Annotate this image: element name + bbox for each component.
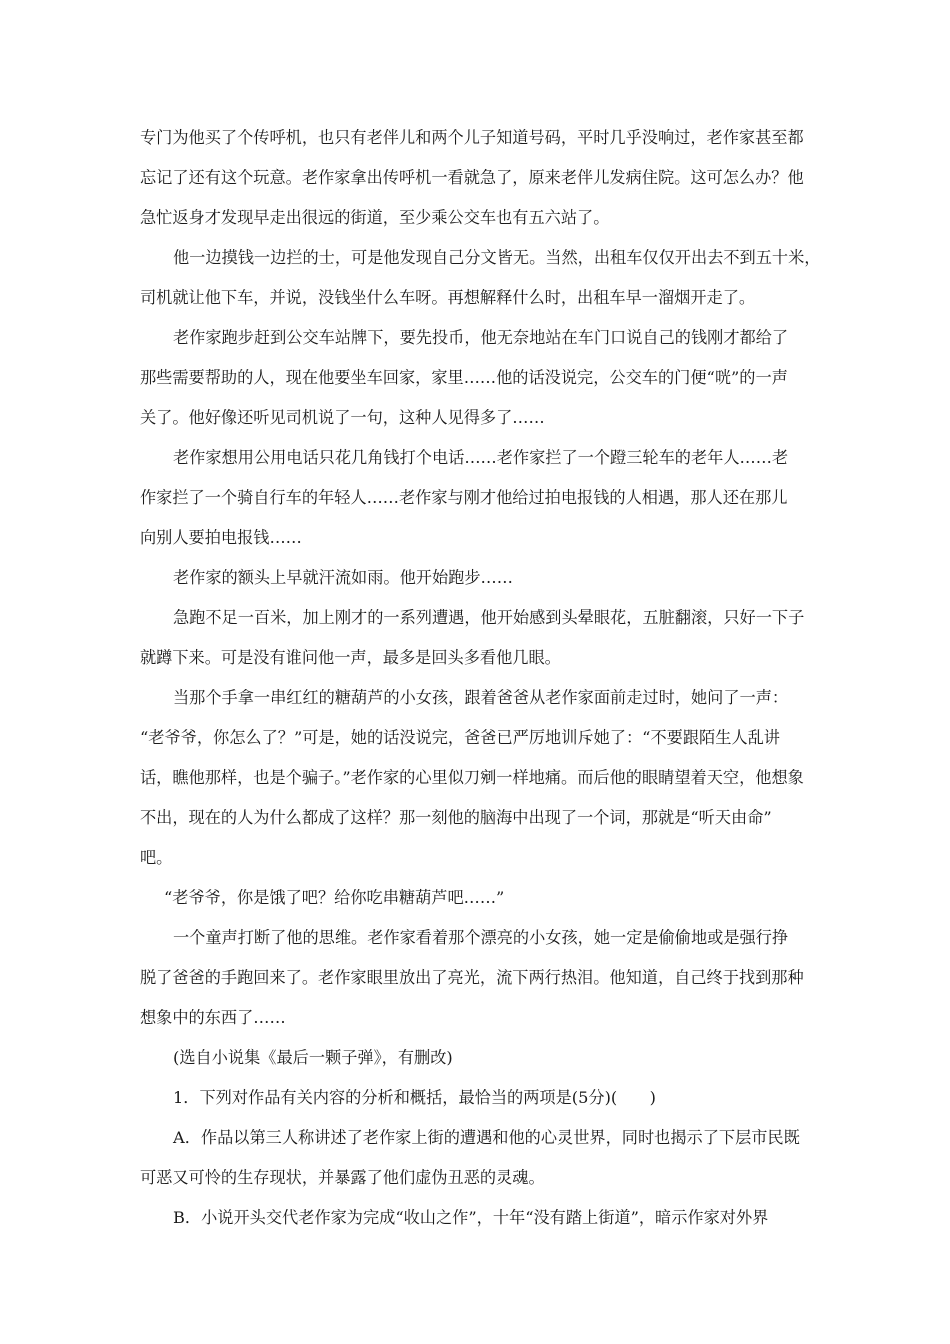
text-line: 急忙返身才发现早走出很远的街道，至少乘公交车也有五六站了。: [140, 208, 610, 227]
text-line: “老爷爷，你怎么了？”可是，她的话没说完，爸爸已严厉地训斥她了：“不要跟陌生人乱讲: [140, 728, 780, 747]
text-line: 老作家想用公用电话只花几角钱打个电话……老作家拦了一个蹬三轮车的老年人……老: [173, 448, 789, 467]
text-line: 老作家跑步赶到公交车站牌下，要先投币，他无奈地站在车门口说自己的钱刚才都给了: [173, 328, 789, 347]
text-line: 吧。: [140, 848, 173, 867]
text-line: 当那个手拿一串红红的糖葫芦的小女孩，跟着爸爸从老作家面前走过时，她问了一声：: [173, 688, 789, 707]
text-line: 那些需要帮助的人，现在他要坐车回家，家里……他的话没说完，公交车的门便“咣”的一声: [140, 368, 788, 387]
text-line: 就蹲下来。可是没有谁问他一声，最多是回头多看他几眼。: [140, 648, 561, 667]
text-line: 向别人要拍电报钱……: [140, 528, 302, 547]
text-line: 急跑不足一百米，加上刚才的一系列遭遇，他开始感到头晕眼花，五脏翻滚，只好一下子: [173, 608, 805, 627]
text-line: 1．下列对作品有关内容的分析和概括，最恰当的两项是(5分)( ): [173, 1088, 656, 1107]
text-line: 他一边摸钱一边拦的士，可是他发现自己分文皆无。当然，出租车仅仅开出去不到五十米，: [173, 248, 821, 267]
text-line: 脱了爸爸的手跑回来了。老作家眼里放出了亮光，流下两行热泪。他知道，自己终于找到那种: [140, 968, 804, 987]
text-line: 不出，现在的人为什么都成了这样？那一刻他的脑海中出现了一个词，那就是“听天由命”: [140, 808, 772, 827]
text-line: 老作家的额头上早就汗流如雨。他开始跑步……: [173, 568, 513, 587]
text-line: “老爷爷，你是饿了吧？给你吃串糖葫芦吧……”: [164, 888, 505, 907]
text-line: 一个童声打断了他的思维。老作家看着那个漂亮的小女孩，她一定是偷偷地或是强行挣: [173, 928, 789, 947]
text-line: 专门为他买了个传呼机，也只有老伴儿和两个儿子知道号码，平时几乎没响过，老作家甚至都: [140, 128, 804, 147]
text-line: 关了。他好像还听见司机说了一句，这种人见得多了……: [140, 408, 545, 427]
text-line: 话，瞧他那样，也是个骗子。”老作家的心里似刀剜一样地痛。而后他的眼睛望着天空，他想象: [140, 768, 804, 787]
text-line: 司机就让他下车，并说，没钱坐什么车呀。再想解释什么时，出租车早一溜烟开走了。: [140, 288, 756, 307]
text-line: A．作品以第三人称讲述了老作家上街的遭遇和他的心灵世界，同时也揭示了下层市民既: [173, 1128, 800, 1147]
text-line: 忘记了还有这个玩意。老作家拿出传呼机一看就急了，原来老伴儿发病住院。这可怎么办？他: [140, 168, 804, 187]
document-body: [140, 118, 820, 1238]
text-line: 作家拦了一个骑自行车的年轻人……老作家与刚才他给过拍电报钱的人相遇，那人还在那儿: [140, 488, 788, 507]
text-line: 想象中的东西了……: [140, 1008, 286, 1027]
text-line: 可恶又可怜的生存现状，并暴露了他们虚伪丑恶的灵魂。: [140, 1168, 545, 1187]
text-line: (选自小说集《最后一颗子弹》，有删改): [173, 1048, 453, 1067]
text-line: B．小说开头交代老作家为完成“收山之作”，十年“没有踏上街道”，暗示作家对外界: [173, 1208, 769, 1227]
